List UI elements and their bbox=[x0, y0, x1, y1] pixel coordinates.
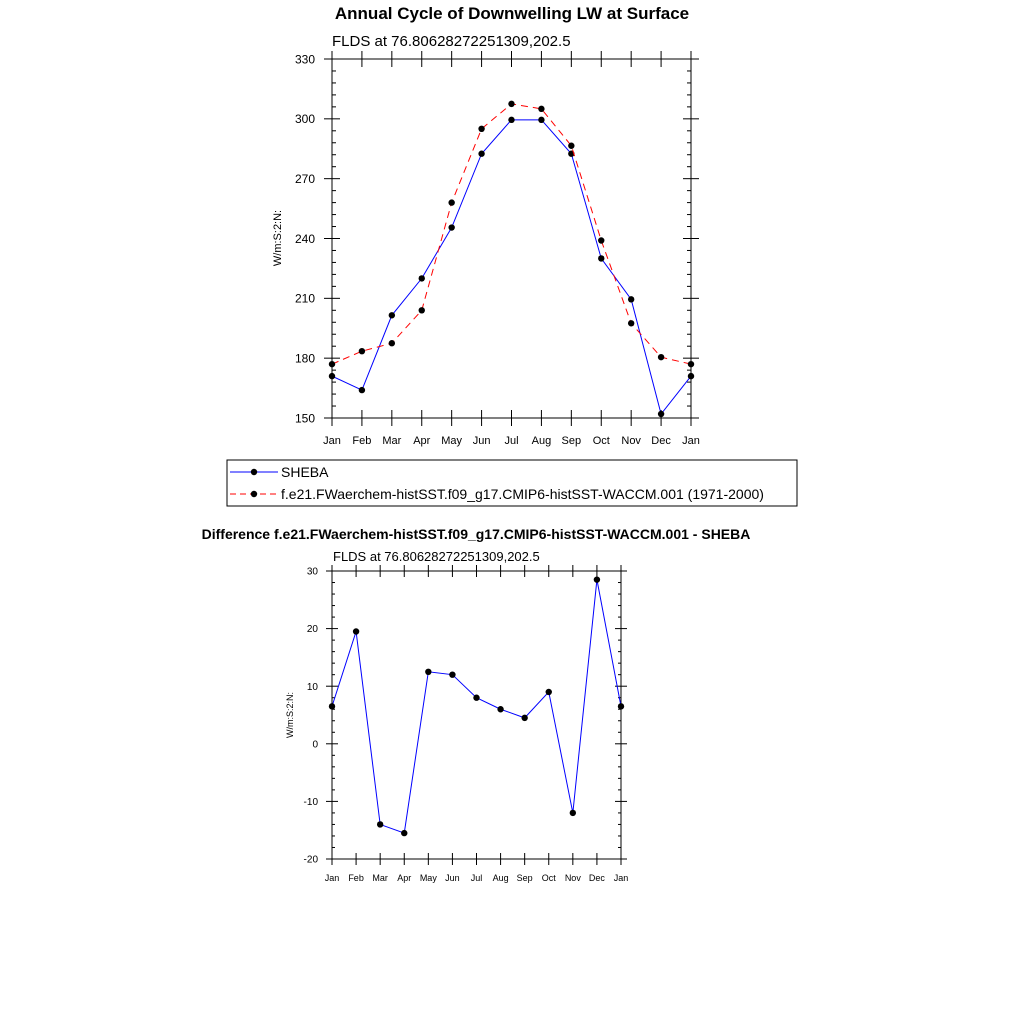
chart2-series-0-point bbox=[329, 703, 335, 709]
chart2-ytick-label: 30 bbox=[306, 566, 318, 578]
chart1-ytick-label: 240 bbox=[294, 231, 315, 246]
chart2-ytick-label: 0 bbox=[312, 739, 318, 751]
chart1-series-1-point bbox=[598, 237, 604, 243]
chart2-xtick-label: Aug bbox=[492, 873, 509, 883]
chart1-series-1-point bbox=[628, 320, 634, 326]
chart2-series-0-point bbox=[497, 706, 503, 712]
chart1-series-0-point bbox=[389, 312, 395, 318]
chart2-series-0-point bbox=[473, 695, 479, 701]
chart2-xtick-label: Jan bbox=[324, 873, 340, 883]
chart2-series-0-point bbox=[521, 715, 527, 721]
chart2-plot-area bbox=[304, 565, 629, 883]
chart1-series-line-0 bbox=[332, 120, 691, 414]
chart1-series-0-point bbox=[538, 117, 544, 123]
chart1-xtick-label: Mar bbox=[382, 435, 402, 447]
chart1-subtitle: FLDS at 76.80628272251309,202.5 bbox=[332, 33, 571, 50]
chart1-ytick-label: 330 bbox=[294, 52, 315, 67]
chart1-plot-area bbox=[295, 51, 700, 447]
chart2-series-0-point bbox=[353, 628, 359, 634]
chart2-title: Difference f.e21.FWaerchem-histSST.f09_g17.CMIP6-histSST-WACCM.001 - SHEBA bbox=[201, 526, 751, 542]
chart2-series-0-point bbox=[546, 689, 552, 695]
chart2-xtick-label: Sep bbox=[516, 873, 533, 883]
chart1-xtick-label: Apr bbox=[413, 435, 431, 447]
chart1-ytick-label: 210 bbox=[294, 291, 315, 306]
chart1-ytick-label: 300 bbox=[294, 112, 315, 127]
chart1-series-1-point bbox=[538, 106, 544, 112]
chart2-xtick-label: Jan bbox=[613, 873, 629, 883]
chart1-legend bbox=[227, 460, 797, 506]
chart1-xtick-label: May bbox=[441, 435, 463, 447]
chart1-series-1-point bbox=[359, 348, 365, 354]
chart2-series-0-point bbox=[449, 671, 455, 677]
chart1-series-1-point bbox=[419, 307, 425, 313]
chart1-xtick-label: Feb bbox=[352, 435, 372, 447]
chart1-series-1-point bbox=[568, 143, 574, 149]
chart1-xtick-label: Oct bbox=[592, 435, 610, 447]
chart1-series-1-point bbox=[389, 340, 395, 346]
chart1-series-1-point bbox=[658, 354, 664, 360]
chart2-xtick-label: Jun bbox=[445, 873, 460, 883]
chart1-series-0-point bbox=[329, 373, 335, 379]
chart2-series-line-0 bbox=[332, 580, 621, 833]
chart2-ytick-label: -20 bbox=[303, 854, 318, 866]
chart2-ytick-label: -10 bbox=[303, 797, 318, 808]
chart1-xtick-label: Jan bbox=[682, 435, 700, 447]
chart1-xtick-label: Dec bbox=[651, 435, 671, 447]
chart2-series-0-point bbox=[570, 810, 576, 816]
chart2-xtick-label: Apr bbox=[397, 873, 412, 883]
chart2-series-0-point bbox=[618, 703, 624, 709]
chart2-xtick-label: Mar bbox=[372, 873, 388, 883]
chart2-subtitle: FLDS at 76.80628272251309,202.5 bbox=[333, 549, 540, 564]
chart2-frame bbox=[332, 571, 621, 859]
chart1-series-0-point bbox=[419, 275, 425, 281]
chart1-series-1-point bbox=[448, 199, 454, 205]
chart1-xtick-label: Jul bbox=[504, 435, 519, 447]
chart1-series-1-point bbox=[688, 361, 694, 367]
chart1-xtick-label: Jan bbox=[323, 435, 341, 447]
chart2-xtick-label: Dec bbox=[588, 873, 605, 883]
chart1-ylabel: W/m:S:2:N: bbox=[272, 209, 284, 267]
chart1-series-0-point bbox=[688, 373, 694, 379]
chart1-ytick-label: 180 bbox=[294, 351, 315, 366]
chart2-ylabel: W/m:S:2:N: bbox=[285, 691, 295, 739]
chart2-series-0-point bbox=[425, 669, 431, 675]
chart1-series-1-point bbox=[478, 126, 484, 132]
chart2-xtick-label: May bbox=[419, 873, 437, 883]
chart2-xtick-label: Nov bbox=[564, 873, 581, 883]
legend-marker-model bbox=[251, 491, 257, 497]
chart2-series-0-point bbox=[377, 821, 383, 827]
chart1-ytick-label: 270 bbox=[294, 171, 315, 186]
chart2-series-0-point bbox=[594, 576, 600, 582]
legend-label-model: f.e21.FWaerchem-histSST.f09_g17.CMIP6-histSST-WACCM.001 (1971-2000) bbox=[281, 486, 764, 502]
legend-marker-sheba bbox=[251, 469, 257, 475]
chart1-series-0-point bbox=[658, 411, 664, 417]
chart2-ytick-label: 20 bbox=[306, 624, 318, 636]
chart2-ytick-label: 10 bbox=[306, 681, 318, 693]
chart1-series-0-point bbox=[448, 224, 454, 230]
chart1-series-0-point bbox=[508, 117, 514, 123]
chart1-xtick-label: Jun bbox=[472, 435, 491, 447]
chart1-xtick-label: Nov bbox=[621, 435, 641, 447]
chart1-series-0-point bbox=[628, 296, 634, 302]
legend-label-sheba: SHEBA bbox=[281, 464, 329, 480]
chart1-series-1-point bbox=[508, 101, 514, 107]
chart1-series-0-point bbox=[359, 387, 365, 393]
chart1-title: Annual Cycle of Downwelling LW at Surface bbox=[334, 4, 690, 23]
chart1-frame bbox=[332, 59, 691, 418]
chart1-series-1-point bbox=[329, 361, 335, 367]
chart1-ytick-label: 150 bbox=[294, 411, 315, 426]
chart1-xtick-label: Sep bbox=[561, 435, 582, 447]
chart2-xtick-label: Oct bbox=[541, 873, 556, 883]
chart1-xtick-label: Aug bbox=[531, 435, 552, 447]
chart2-xtick-label: Feb bbox=[348, 873, 364, 883]
chart1-series-0-point bbox=[478, 151, 484, 157]
chart1-series-0-point bbox=[598, 255, 604, 261]
chart2-series-0-point bbox=[401, 830, 407, 836]
chart2-xtick-label: Jul bbox=[470, 873, 483, 883]
chart1-series-line-1 bbox=[332, 104, 691, 364]
